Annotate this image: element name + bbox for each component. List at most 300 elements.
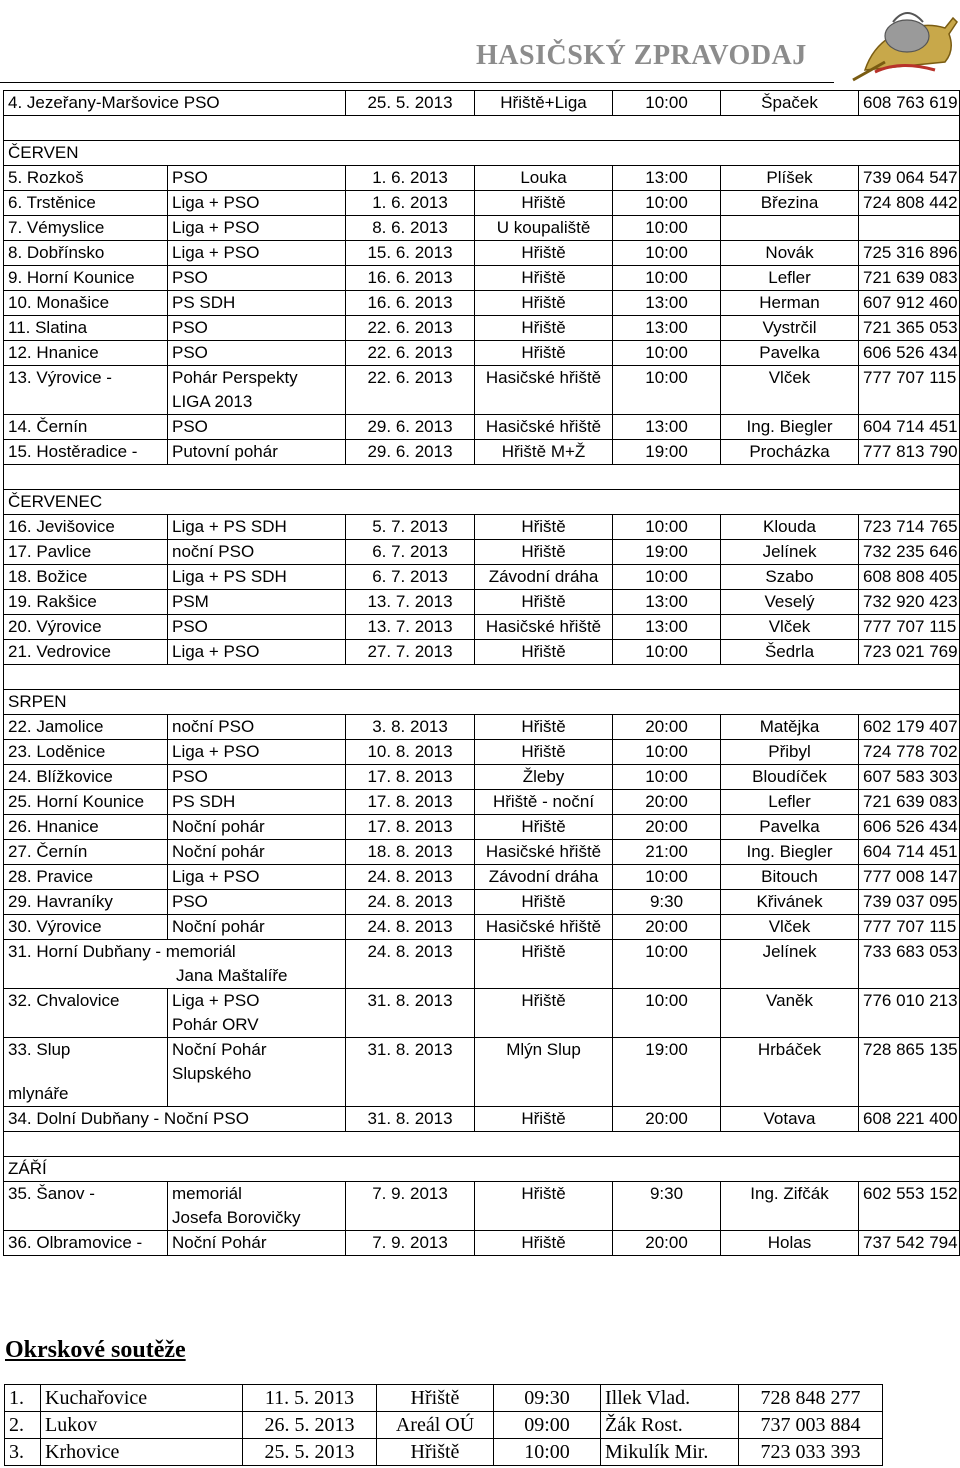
- event-date: 13. 7. 2013: [346, 590, 475, 615]
- event-phone: 725 316 896: [859, 241, 960, 266]
- spacer-row: [4, 665, 960, 690]
- event-time: 20:00: [613, 715, 721, 740]
- event-phone: 608 221 400: [859, 1107, 960, 1132]
- event-date: 24. 8. 2013: [346, 890, 475, 915]
- event-date: 15. 6. 2013: [346, 241, 475, 266]
- event-time: 13:00: [613, 415, 721, 440]
- event-place: Hřiště: [475, 540, 613, 565]
- event-phone: 723 714 765: [859, 515, 960, 540]
- event-type-line: PSM: [172, 592, 209, 611]
- event-name: [4, 540, 168, 565]
- event-time: 10:00: [613, 241, 721, 266]
- event-name: [4, 565, 168, 590]
- event-type-line: Noční pohár: [172, 917, 265, 936]
- event-phone: 607 912 460: [859, 291, 960, 316]
- table-row: [4, 91, 960, 116]
- event-contact: Jelínek: [721, 540, 859, 565]
- event-contact: Procházka: [721, 440, 859, 465]
- event-type-line: PSO: [172, 318, 208, 337]
- event-type-line: Putovní pohár: [172, 442, 278, 461]
- event-place: U koupaliště: [475, 216, 613, 241]
- event-time: 19:00: [613, 540, 721, 565]
- event-phone: [859, 216, 960, 241]
- event-date: 17. 8. 2013: [346, 815, 475, 840]
- event-type: [168, 915, 346, 940]
- event-name-line: 21. Vedrovice: [8, 642, 112, 661]
- event-type: [168, 1038, 346, 1107]
- event-name-line: 20. Výrovice: [8, 617, 102, 636]
- event-phone: 721 639 083: [859, 266, 960, 291]
- event-name: [4, 266, 168, 291]
- event-date: 7. 9. 2013: [346, 1182, 475, 1231]
- event-place: Hřiště: [377, 1385, 494, 1412]
- event-place: Hřiště: [475, 815, 613, 840]
- event-date: 29. 6. 2013: [346, 415, 475, 440]
- event-place: Areál OÚ: [377, 1412, 494, 1439]
- event-name: [4, 640, 168, 665]
- event-type: [168, 640, 346, 665]
- event-type-line-2: LIGA 2013: [172, 392, 253, 411]
- event-name: [4, 615, 168, 640]
- event-name: [4, 1038, 168, 1107]
- event-name: [4, 415, 168, 440]
- event-contact: Křivánek: [721, 890, 859, 915]
- event-type: [168, 565, 346, 590]
- event-name: [4, 989, 168, 1038]
- event-contact: Pavelka: [721, 341, 859, 366]
- event-time: 10:00: [613, 341, 721, 366]
- table-row: [4, 216, 960, 241]
- event-date: 6. 7. 2013: [346, 565, 475, 590]
- event-place: Hasičské hřiště: [475, 840, 613, 865]
- event-date: 1. 6. 2013: [346, 191, 475, 216]
- event-name: [4, 440, 168, 465]
- event-date: 11. 5. 2013: [243, 1385, 377, 1412]
- event-date: 10. 8. 2013: [346, 740, 475, 765]
- event-date: 17. 8. 2013: [346, 765, 475, 790]
- table-row: [4, 865, 960, 890]
- event-time: 10:00: [613, 865, 721, 890]
- event-type: [168, 540, 346, 565]
- event-name-line: 10. Monašice: [8, 293, 110, 312]
- event-date: 3. 8. 2013: [346, 715, 475, 740]
- event-phone: 733 683 053: [859, 940, 960, 989]
- event-name: [4, 890, 168, 915]
- event-phone: 737 003 884: [739, 1412, 883, 1439]
- event-type: [168, 341, 346, 366]
- event-name: [4, 740, 168, 765]
- event-type-line: Noční Pohár: [172, 1233, 267, 1252]
- table-row: [4, 1182, 960, 1231]
- event-name: [4, 940, 346, 989]
- event-time: 20:00: [613, 815, 721, 840]
- table-row: [4, 840, 960, 865]
- event-name-line: 14. Černín: [8, 417, 88, 436]
- table-row: [4, 715, 960, 740]
- event-phone: 604 714 451: [859, 415, 960, 440]
- event-type-line: Pohár Perspekty: [172, 368, 298, 387]
- event-name-line: 6. Trstěnice: [8, 193, 96, 212]
- event-date: 18. 8. 2013: [346, 840, 475, 865]
- event-type-line: Noční pohár: [172, 817, 265, 836]
- table-row: [4, 316, 960, 341]
- event-contact: Plíšek: [721, 166, 859, 191]
- table-row: [4, 266, 960, 291]
- event-time: 10:00: [613, 216, 721, 241]
- event-phone: 602 179 407: [859, 715, 960, 740]
- event-type-line: PSO: [172, 417, 208, 436]
- event-type-line: Liga + PS SDH: [172, 517, 287, 536]
- table-row: [4, 341, 960, 366]
- table-row: [4, 366, 960, 415]
- event-type-line: PSO: [172, 617, 208, 636]
- event-type-line: Liga + PS SDH: [172, 567, 287, 586]
- event-contact: Lefler: [721, 266, 859, 291]
- event-contact: Ing. Biegler: [721, 840, 859, 865]
- event-phone: 739 064 547: [859, 166, 960, 191]
- event-name-line: 24. Blížkovice: [8, 767, 113, 786]
- event-time: 10:00: [613, 989, 721, 1038]
- event-contact: Herman: [721, 291, 859, 316]
- event-name-line: 12. Hnanice: [8, 343, 99, 362]
- event-phone: 739 037 095: [859, 890, 960, 915]
- village-name: Lukov: [41, 1412, 243, 1439]
- event-name: [4, 166, 168, 191]
- table-row: [4, 640, 960, 665]
- event-type-line: Liga + PSO: [172, 991, 260, 1010]
- event-date: 24. 8. 2013: [346, 865, 475, 890]
- event-type-line: Liga + PSO: [172, 742, 260, 761]
- competition-calendar-table: [3, 90, 960, 1256]
- event-name-line: 13. Výrovice -: [8, 368, 112, 387]
- event-name: [4, 1231, 168, 1256]
- event-type: [168, 790, 346, 815]
- event-time: 09:30: [494, 1385, 601, 1412]
- event-place: Hřiště: [475, 715, 613, 740]
- event-type: [168, 740, 346, 765]
- event-phone: 732 235 646: [859, 540, 960, 565]
- event-type: [168, 1231, 346, 1256]
- event-contact: Veselý: [721, 590, 859, 615]
- event-phone: 777 707 115: [859, 615, 960, 640]
- table-row: [4, 590, 960, 615]
- event-place: Louka: [475, 166, 613, 191]
- event-phone: 723 021 769: [859, 640, 960, 665]
- event-type-line: PS SDH: [172, 293, 236, 312]
- event-name-line: 7. Vémyslice: [8, 218, 105, 237]
- event-place: Hřiště+Liga: [475, 91, 613, 116]
- event-contact: Jelínek: [721, 940, 859, 989]
- event-phone: 723 033 393: [739, 1439, 883, 1466]
- event-place: Hasičské hřiště: [475, 915, 613, 940]
- event-phone: 608 763 619: [859, 91, 960, 116]
- event-name-line: 11. Slatina: [8, 318, 88, 337]
- event-place: Závodní dráha: [475, 865, 613, 890]
- event-date: 16. 6. 2013: [346, 291, 475, 316]
- district-competitions-table: [4, 1384, 883, 1466]
- event-date: 8. 6. 2013: [346, 216, 475, 241]
- village-name: Krhovice: [41, 1439, 243, 1466]
- event-time: 13:00: [613, 615, 721, 640]
- event-place: Hasičské hřiště: [475, 366, 613, 415]
- table-row: [4, 166, 960, 191]
- event-contact: Ing. Biegler: [721, 415, 859, 440]
- month-label: SRPEN: [4, 690, 960, 715]
- event-contact: [721, 216, 859, 241]
- event-phone: 608 808 405: [859, 565, 960, 590]
- event-type-line: PSO: [172, 892, 208, 911]
- event-type-line: Liga + PSO: [172, 193, 260, 212]
- event-type: [168, 191, 346, 216]
- event-name: 4. Jezeřany-Maršovice PSO: [4, 91, 346, 116]
- event-name: [4, 1182, 168, 1231]
- table-row: [4, 815, 960, 840]
- event-place: Hřiště: [475, 1182, 613, 1231]
- event-date: 25. 5. 2013: [243, 1439, 377, 1466]
- event-date: 27. 7. 2013: [346, 640, 475, 665]
- event-date: 5. 7. 2013: [346, 515, 475, 540]
- village-name: Kuchařovice: [41, 1385, 243, 1412]
- event-contact: Bloudíček: [721, 765, 859, 790]
- event-phone: 732 920 423: [859, 590, 960, 615]
- event-phone: 777 707 115: [859, 366, 960, 415]
- event-contact: Szabo: [721, 565, 859, 590]
- event-type-line: PSO: [172, 767, 208, 786]
- event-name-line: 18. Božice: [8, 567, 88, 586]
- event-time: 10:00: [613, 940, 721, 989]
- month-header-row: [4, 490, 960, 515]
- table-row: [5, 1385, 883, 1412]
- event-place: Hřiště: [475, 341, 613, 366]
- event-name: [4, 590, 168, 615]
- event-time: 9:30: [613, 890, 721, 915]
- event-date: 7. 9. 2013: [346, 1231, 475, 1256]
- event-type-line-2: Slupského: [172, 1064, 252, 1083]
- event-phone: 606 526 434: [859, 815, 960, 840]
- event-name-line: 36. Olbramovice -: [8, 1233, 143, 1252]
- event-date: 31. 8. 2013: [346, 989, 475, 1038]
- event-date: 1. 6. 2013: [346, 166, 475, 191]
- event-name-line: 29. Havraníky: [8, 892, 113, 911]
- event-type-line: Jana Maštalíře: [176, 966, 288, 985]
- event-type: [168, 765, 346, 790]
- event-name: [4, 515, 168, 540]
- event-phone: 777 813 790: [859, 440, 960, 465]
- event-type: [168, 815, 346, 840]
- event-type: [168, 316, 346, 341]
- event-type-line: Noční Pohár: [172, 1040, 267, 1059]
- event-contact: Vystrčil: [721, 316, 859, 341]
- event-date: 29. 6. 2013: [346, 440, 475, 465]
- event-name-line: 27. Černín: [8, 842, 88, 861]
- event-name-line: 32. Chvalovice: [8, 991, 120, 1010]
- event-contact: Klouda: [721, 515, 859, 540]
- month-label: ČERVEN: [4, 141, 960, 166]
- event-time: 13:00: [613, 166, 721, 191]
- table-row: [4, 1038, 960, 1107]
- event-name: [4, 216, 168, 241]
- event-type: [168, 266, 346, 291]
- table-row: [4, 565, 960, 590]
- event-place: Hřiště: [475, 989, 613, 1038]
- event-name: [4, 865, 168, 890]
- event-type-line: PSO: [172, 268, 208, 287]
- event-date: 25. 5. 2013: [346, 91, 475, 116]
- event-contact: Bitouch: [721, 865, 859, 890]
- table-row: [4, 191, 960, 216]
- row-number: 1.: [5, 1385, 41, 1412]
- event-date: 16. 6. 2013: [346, 266, 475, 291]
- event-contact: Mikulík Mir.: [601, 1439, 739, 1466]
- event-contact: Vlček: [721, 366, 859, 415]
- event-place: Hřiště: [475, 1231, 613, 1256]
- event-type-line-2: Josefa Borovičky: [172, 1208, 301, 1227]
- event-phone: 606 526 434: [859, 341, 960, 366]
- table-row: [4, 1231, 960, 1256]
- event-date: 6. 7. 2013: [346, 540, 475, 565]
- event-time: 10:00: [613, 565, 721, 590]
- event-name: [4, 341, 168, 366]
- table-row: [4, 765, 960, 790]
- event-time: 10:00: [613, 91, 721, 116]
- event-contact: Vlček: [721, 615, 859, 640]
- event-time: 10:00: [613, 266, 721, 291]
- event-contact: Žák Rost.: [601, 1412, 739, 1439]
- event-date: 26. 5. 2013: [243, 1412, 377, 1439]
- event-type: [168, 1182, 346, 1231]
- event-name-line: 25. Horní Kounice: [8, 792, 145, 811]
- event-time: 13:00: [613, 291, 721, 316]
- event-contact: Votava: [721, 1107, 859, 1132]
- event-type-line: Liga + PSO: [172, 218, 260, 237]
- firefighter-helmet-horn-logo: [845, 0, 960, 84]
- event-name-line: 22. Jamolice: [8, 717, 104, 736]
- event-time: 20:00: [613, 1107, 721, 1132]
- event-name: 34. Dolní Dubňany - Noční PSO: [4, 1107, 346, 1132]
- event-type: [168, 241, 346, 266]
- event-date: 17. 8. 2013: [346, 790, 475, 815]
- event-type-line: memoriál: [172, 1184, 242, 1203]
- event-contact: Vaněk: [721, 989, 859, 1038]
- event-type-line-3: mlynáře: [8, 1084, 69, 1103]
- event-name-line: 17. Pavlice: [8, 542, 92, 561]
- event-time: 10:00: [613, 640, 721, 665]
- event-place: Hřiště: [475, 291, 613, 316]
- event-type: [168, 989, 346, 1038]
- event-place: Hřiště: [475, 191, 613, 216]
- event-name: [4, 840, 168, 865]
- table-row: [4, 989, 960, 1038]
- event-date: 31. 8. 2013: [346, 1038, 475, 1107]
- event-time: 10:00: [613, 191, 721, 216]
- event-place: Hřiště M+Ž: [475, 440, 613, 465]
- event-date: 24. 8. 2013: [346, 940, 475, 989]
- event-contact: Illek Vlad.: [601, 1385, 739, 1412]
- event-name-line: 31. Horní Dubňany - memoriál: [8, 942, 236, 961]
- table-row: [4, 790, 960, 815]
- event-contact: Pavelka: [721, 815, 859, 840]
- event-name-line: 9. Horní Kounice: [8, 268, 135, 287]
- event-name: [4, 291, 168, 316]
- event-place: Hřiště: [475, 241, 613, 266]
- event-type: [168, 890, 346, 915]
- event-date: 24. 8. 2013: [346, 915, 475, 940]
- event-time: 19:00: [613, 440, 721, 465]
- event-time: 09:00: [494, 1412, 601, 1439]
- header-rule: [0, 82, 834, 83]
- event-place: Hřiště: [475, 316, 613, 341]
- row-number: 2.: [5, 1412, 41, 1439]
- event-phone: 602 553 152: [859, 1182, 960, 1231]
- event-phone: 724 778 702: [859, 740, 960, 765]
- event-type: [168, 840, 346, 865]
- month-header-row: [4, 690, 960, 715]
- event-time: 9:30: [613, 1182, 721, 1231]
- event-place: Mlýn Slup: [475, 1038, 613, 1107]
- table-row: [4, 890, 960, 915]
- event-name-line: 19. Rakšice: [8, 592, 97, 611]
- event-place: Hřiště: [475, 890, 613, 915]
- event-place: Hasičské hřiště: [475, 615, 613, 640]
- event-type: [168, 440, 346, 465]
- month-label: ČERVENEC: [4, 490, 960, 515]
- event-type-line: Liga + PSO: [172, 642, 260, 661]
- event-type: [168, 590, 346, 615]
- event-phone: 776 010 213: [859, 989, 960, 1038]
- event-type: [168, 166, 346, 191]
- spacer-row: [4, 116, 960, 141]
- event-type-line: Liga + PSO: [172, 243, 260, 262]
- event-name: [4, 191, 168, 216]
- event-type-line: Liga + PSO: [172, 867, 260, 886]
- event-time: 10:00: [613, 765, 721, 790]
- event-type-line-2: Pohár ORV: [172, 1015, 259, 1034]
- event-place: Hřiště: [475, 740, 613, 765]
- event-type-line: PSO: [172, 343, 208, 362]
- event-place: Hřiště: [475, 590, 613, 615]
- event-name: [4, 790, 168, 815]
- event-place: Hřiště: [475, 940, 613, 989]
- event-name-line: 35. Šanov -: [8, 1184, 95, 1203]
- event-contact: Holas: [721, 1231, 859, 1256]
- table-row: [4, 291, 960, 316]
- event-type-line: PS SDH: [172, 792, 236, 811]
- event-date: 22. 6. 2013: [346, 341, 475, 366]
- event-contact: Špaček: [721, 91, 859, 116]
- event-time: 10:00: [613, 515, 721, 540]
- event-name-line: 28. Pravice: [8, 867, 94, 886]
- event-name: [4, 815, 168, 840]
- event-contact: Lefler: [721, 790, 859, 815]
- event-name-line: 23. Loděnice: [8, 742, 106, 761]
- event-name-line: 33. Slup: [8, 1040, 71, 1059]
- spacer-row: [4, 465, 960, 490]
- event-name-line: 30. Výrovice: [8, 917, 102, 936]
- event-phone: 777 008 147: [859, 865, 960, 890]
- event-type: [168, 515, 346, 540]
- table-row: [4, 915, 960, 940]
- event-phone: 728 865 135: [859, 1038, 960, 1107]
- event-time: 10:00: [613, 366, 721, 415]
- event-date: 22. 6. 2013: [346, 366, 475, 415]
- event-phone: 721 365 053: [859, 316, 960, 341]
- event-time: 13:00: [613, 316, 721, 341]
- event-name: [4, 366, 168, 415]
- event-contact: Matějka: [721, 715, 859, 740]
- event-name-line: 16. Jevišovice: [8, 517, 115, 536]
- event-time: 19:00: [613, 1038, 721, 1107]
- event-name-line: 15. Hostěradice -: [8, 442, 138, 461]
